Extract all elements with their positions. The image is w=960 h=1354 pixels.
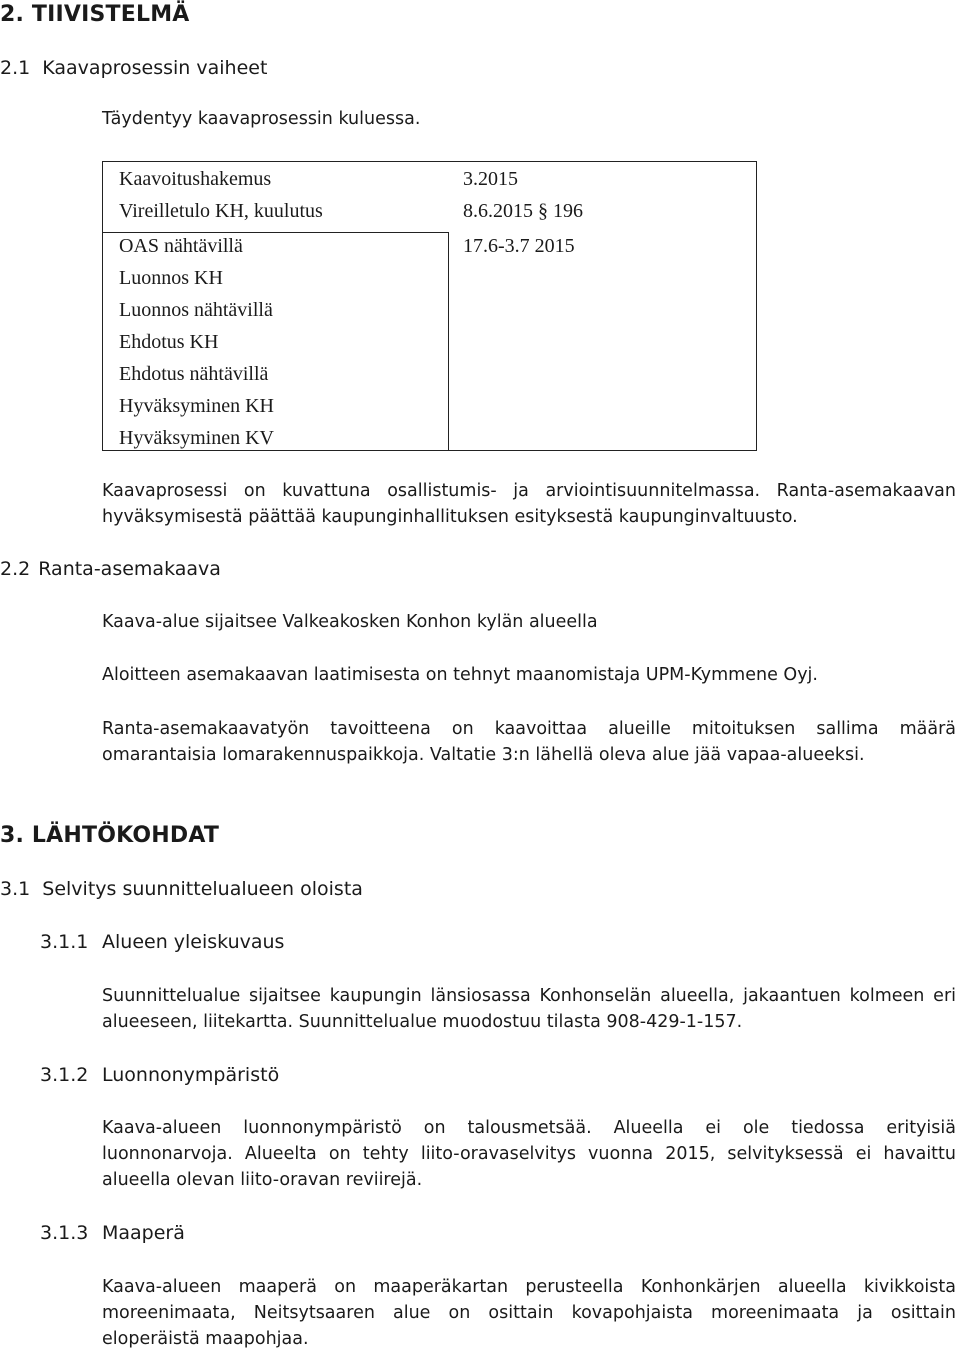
- section-3-1-1-title: Alueen yleiskuvaus: [102, 931, 285, 953]
- table-divider-horizontal: [103, 232, 448, 233]
- section-2-1-title: Kaavaprosessin vaiheet: [42, 57, 268, 79]
- section-3-1-2-text: Kaava-alueen luonnonympäristö on talousmetsää. Alueella ei ole tiedossa erityisiä luonnonarvoja. Alueelta on tehty liito-oravaselvitys vuonna 2015, selvityksessä ei havaittu alueella olevan liito-oravan reviirejä.: [102, 1118, 956, 1190]
- process-note: Täydentyy kaavaprosessin kuluessa.: [102, 109, 421, 129]
- table-row-value: 8.6.2015 § 196: [463, 200, 583, 222]
- section-2-2-number: 2.2: [0, 558, 31, 580]
- section-3-1-1-text: Suunnittelualue sijaitsee kaupungin länsiosassa Konhonselän alueella, jakaantuen kolmeen eri alueeseen, liitekartta. Suunnittelualue muodostuu tilasta 908-429-1-157.: [102, 986, 956, 1032]
- section-3-title: 3. LÄHTÖKOHDAT: [0, 823, 220, 848]
- plan-goal: Ranta-asemakaavatyön tavoitteena on kaavoittaa alueille mitoituksen sallima määrä omarantaisia lomarakennuspaikkoja. Valtatie 3:n lähellä oleva alue jää vapaa-alueeksi.: [102, 719, 956, 765]
- table-row-value: 3.2015: [463, 168, 518, 190]
- plan-initiative: Aloitteen asemakaavan laatimisesta on tehnyt maanomistaja UPM-Kymmene Oyj.: [102, 665, 818, 685]
- plan-area-location: Kaava-alue sijaitsee Valkeakosken Konhon kylän alueella: [102, 612, 598, 632]
- section-3-1-3-number: 3.1.3: [40, 1222, 89, 1244]
- table-row-label: Kaavoitushakemus: [119, 168, 272, 190]
- section-2-title: 2. TIIVISTELMÄ: [0, 2, 190, 27]
- section-3-1-number: 3.1: [0, 878, 31, 900]
- section-2-2-heading: [0, 558, 221, 580]
- section-3-1-title: Selvitys suunnittelualueen oloista: [42, 878, 363, 900]
- table-row-label: Hyväksyminen KV: [119, 427, 274, 449]
- table-row-label: OAS nähtävillä: [119, 235, 243, 257]
- section-2-1-number: 2.1: [0, 57, 31, 79]
- section-2-2-title: Ranta-asemakaava: [38, 558, 221, 580]
- process-paragraph: Kaavaprosessi on kuvattuna osallistumis- ja arviointisuunnitelmassa. Ranta-asemakaavan hyväksymisestä päättää kaupunginhallituksen esityksestä kaupunginvaltuusto.: [102, 481, 956, 527]
- table-row-label: Vireilletulo KH, kuulutus: [119, 200, 323, 222]
- table-row-label: Ehdotus KH: [119, 331, 219, 353]
- table-row-label: Luonnos KH: [119, 267, 223, 289]
- table-row-value: 17.6-3.7 2015: [463, 235, 575, 257]
- table-row-label: Ehdotus nähtävillä: [119, 363, 269, 385]
- section-3-1-2-title: Luonnonympäristö: [102, 1064, 280, 1086]
- table-row-label: Hyväksyminen KH: [119, 395, 274, 417]
- section-3-1-3-title: Maaperä: [102, 1222, 185, 1244]
- table-divider-vertical: [448, 232, 449, 450]
- section-3-1-heading: [0, 878, 363, 900]
- table-row-label: Luonnos nähtävillä: [119, 299, 273, 321]
- section-3-1-3-text: Kaava-alueen maaperä on maaperäkartan perusteella Konhonkärjen alueella kivikkoista moreenimaata, Neitsytsaaren alue on osittain kovapohjaista moreenimaata ja osittain eloperäistä maapohjaa.: [102, 1277, 956, 1349]
- section-2-1-heading: [0, 57, 267, 79]
- section-3-1-2-number: 3.1.2: [40, 1064, 89, 1086]
- section-3-1-1-number: 3.1.1: [40, 931, 89, 953]
